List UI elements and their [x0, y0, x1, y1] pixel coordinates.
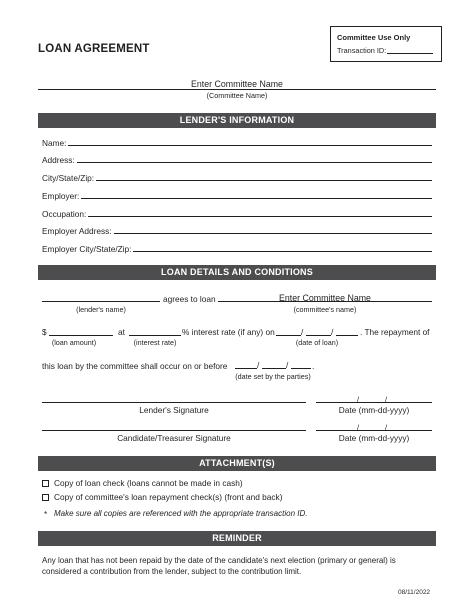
- lender-address-field[interactable]: [77, 162, 432, 163]
- employer-address-field[interactable]: [114, 233, 432, 234]
- employer-city-field[interactable]: [133, 251, 432, 252]
- repay-date-month-field[interactable]: [235, 368, 257, 369]
- lender-occupation-field[interactable]: [88, 216, 432, 217]
- lender-signature-field[interactable]: [42, 402, 306, 403]
- lender-address-label: Address:: [42, 155, 75, 165]
- lender-city-field[interactable]: [96, 180, 432, 181]
- lender-name-label: Name:: [42, 138, 67, 148]
- candidate-sign-date-field[interactable]: [316, 430, 432, 431]
- note-bullet: *: [44, 509, 48, 519]
- transaction-id-label: Transaction ID:: [337, 46, 387, 55]
- lender-name-field[interactable]: [68, 145, 432, 146]
- loan-date-month-field[interactable]: [276, 335, 301, 336]
- lender-date-caption: Date (mm-dd-yyyy): [338, 405, 410, 415]
- candidate-signature-field[interactable]: [42, 430, 306, 431]
- date-set-caption: (date set by the parties): [235, 372, 311, 381]
- lenders-name-caption: (lender's name): [76, 305, 126, 314]
- interest-rate-field[interactable]: [129, 335, 181, 336]
- reminder-text-line2: considered a contribution from the lender, subject to the contribution limit.: [42, 567, 302, 576]
- repayment-check-checkbox[interactable]: [42, 494, 49, 501]
- date-slash: /: [286, 360, 289, 370]
- employer-address-label: Employer Address:: [42, 226, 112, 236]
- lender-sign-date-field[interactable]: [316, 402, 432, 403]
- date-slash: /: [385, 423, 388, 432]
- date-slash: /: [385, 395, 388, 404]
- lender-signature-caption: Lender's Signature: [139, 405, 209, 415]
- lender-section-header: LENDER'S INFORMATION: [38, 113, 436, 128]
- employer-city-row: [42, 242, 432, 254]
- at-text: at: [118, 327, 125, 337]
- date-slash: /: [357, 395, 360, 404]
- committees-name-caption: (committee's name): [293, 305, 357, 314]
- committee-use-title: Committee Use Only: [337, 33, 411, 42]
- lender-occupation-label: Occupation:: [42, 209, 87, 219]
- lender-employer-row: [42, 189, 432, 201]
- candidate-date-caption: Date (mm-dd-yyyy): [338, 433, 410, 443]
- repayment-check-label: Copy of committee's loan repayment check(s) (front and back): [54, 492, 283, 502]
- candidate-signature-caption: Candidate/Treasurer Signature: [117, 433, 231, 443]
- form-version-date: 08/11/2022: [398, 589, 431, 596]
- page-title: LOAN AGREEMENT: [38, 43, 150, 55]
- loan-committee-name-underline: [218, 301, 432, 302]
- lender-city-row: [42, 171, 432, 183]
- repay-date-year-field[interactable]: [291, 368, 311, 369]
- repayment-text: . The repayment of: [360, 327, 430, 337]
- date-slash: /: [357, 423, 360, 432]
- lender-name-row: [42, 136, 432, 148]
- repaid-period: .: [312, 361, 315, 371]
- lender-occupation-row: [42, 207, 432, 219]
- loan-section-header: LOAN DETAILS AND CONDITIONS: [38, 265, 436, 280]
- loan-date-day-field[interactable]: [306, 335, 331, 336]
- attachment-note: Make sure all copies are referenced with the appropriate transaction ID.: [54, 509, 308, 518]
- loan-date-year-field[interactable]: [336, 335, 358, 336]
- loan-amount-caption: (loan amount): [51, 338, 97, 347]
- interest-rate-text: % interest rate (if any) on: [182, 327, 275, 337]
- loan-check-checkbox[interactable]: [42, 480, 49, 487]
- lenders-name-field[interactable]: [42, 301, 160, 302]
- date-of-loan-caption: (date of loan): [295, 338, 339, 347]
- repaid-by-text: this loan by the committee shall occur on or before: [42, 361, 228, 371]
- lender-address-row: [42, 153, 432, 165]
- committee-name-underline: [38, 89, 436, 90]
- committee-name-caption: (Committee Name): [206, 91, 268, 100]
- date-slash: /: [331, 327, 334, 337]
- employer-address-row: [42, 224, 432, 236]
- committee-use-box: [330, 26, 442, 62]
- lender-employer-field[interactable]: [81, 198, 432, 199]
- employer-city-label: Employer City/State/Zip:: [42, 244, 132, 254]
- dollar-sign: $: [42, 327, 47, 337]
- loan-check-label: Copy of loan check (loans cannot be made in cash): [54, 478, 243, 488]
- interest-rate-caption: (interest rate): [133, 338, 177, 347]
- lender-employer-label: Employer:: [42, 191, 80, 201]
- date-slash: /: [301, 327, 304, 337]
- loan-committee-name-field[interactable]: Enter Committee Name: [279, 293, 371, 303]
- agrees-to-loan-text: agrees to loan: [163, 294, 216, 304]
- repay-date-day-field[interactable]: [262, 368, 286, 369]
- lender-city-label: City/State/Zip:: [42, 173, 95, 183]
- loan-amount-field[interactable]: [49, 335, 113, 336]
- reminder-section-header: REMINDER: [38, 531, 436, 546]
- committee-name-field[interactable]: Enter Committee Name: [191, 79, 283, 89]
- transaction-id-field[interactable]: [387, 53, 433, 54]
- attachments-section-header: ATTACHMENT(S): [38, 456, 436, 471]
- date-slash: /: [257, 360, 260, 370]
- reminder-text-line1: Any loan that has not been repaid by the date of the candidate's next election (primary or general) is: [42, 556, 396, 565]
